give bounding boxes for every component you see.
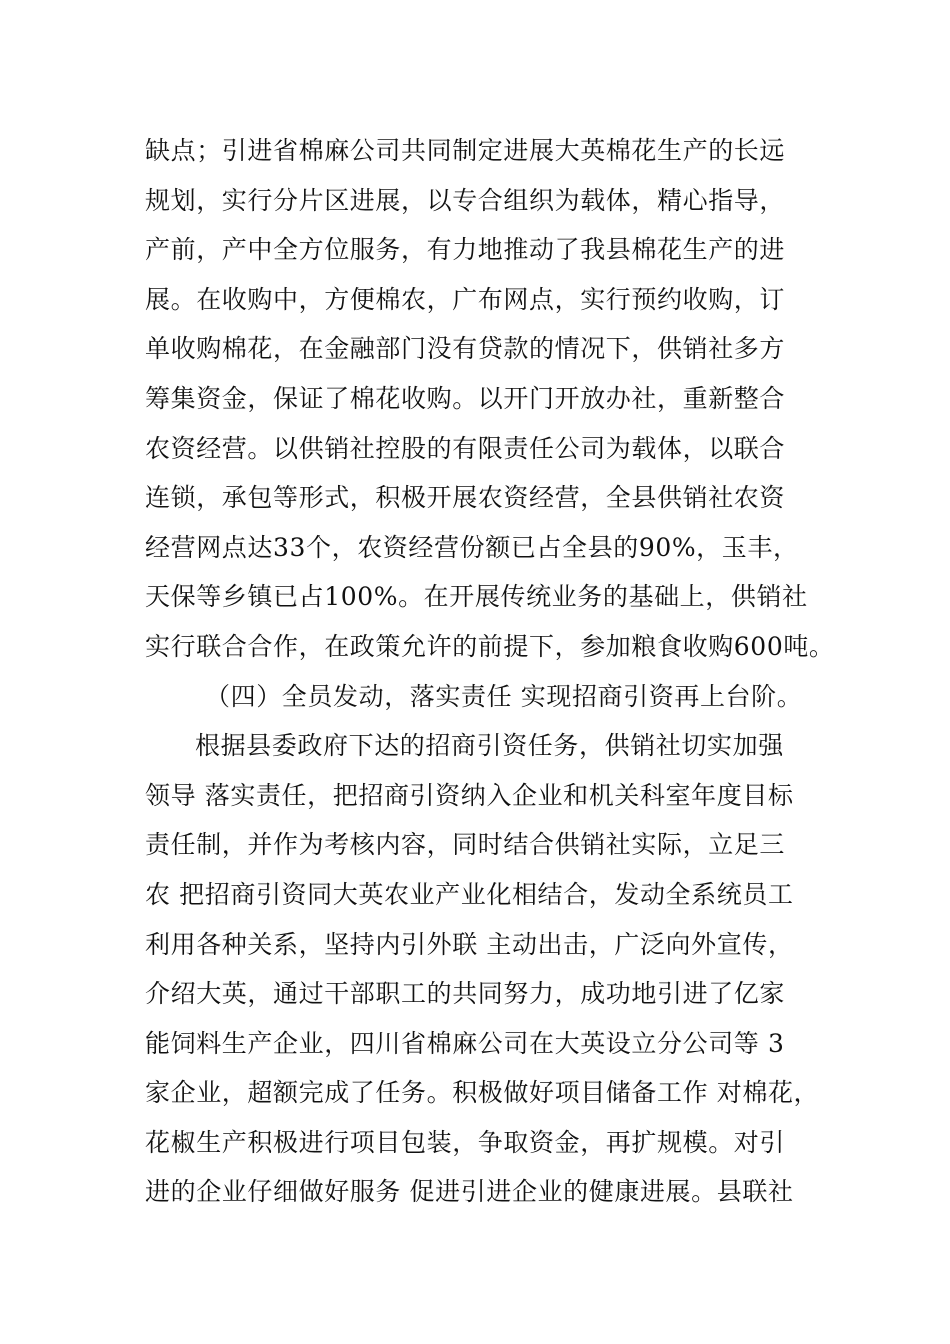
text-line: 进的企业仔细做好服务 促进引进企业的健康进展。县联社 bbox=[145, 1177, 794, 1207]
text-line: 能饲料生产企业，四川省棉麻公司在大英设立分公司等 3 bbox=[145, 1028, 785, 1058]
text-line: 产前，产中全方位服务，有力地推动了我县棉花生产的进 bbox=[145, 235, 786, 265]
text-line: 责任制，并作为考核内容，同时结合供销社实际，立足三 bbox=[145, 830, 786, 860]
text-line: 领导 落实责任，把招商引资纳入企业和机关科室年度目标 bbox=[145, 780, 794, 810]
text-line: 花椒生产积极进行项目包装，争取资金，再扩规模。对引 bbox=[145, 1127, 786, 1157]
text-line: 天保等乡镇已占100%。在开展传统业务的基础上，供销社 bbox=[145, 582, 808, 612]
text-line: 连锁，承包等形式，积极开展农资经营，全县供销社农资 bbox=[145, 483, 786, 513]
text-line: 利用各种关系，坚持内引外联 主动出击，广泛向外宣传， bbox=[145, 929, 794, 959]
text-line: 经营网点达33个，农资经营份额已占全县的90%，玉丰， bbox=[145, 532, 799, 562]
text-line: 介绍大英，通过干部职工的共同努力，成功地引进了亿家 bbox=[145, 979, 786, 1009]
text-line: 农资经营。以供销社控股的有限责任公司为载体，以联合 bbox=[145, 433, 786, 463]
text-line: 展。在收购中，方便棉农，广布网点，实行预约收购，订 bbox=[145, 284, 786, 314]
text-line: 筹集资金，保证了棉花收购。以开门开放办社，重新整合 bbox=[145, 383, 786, 413]
text-line: 单收购棉花，在金融部门没有贷款的情况下，供销社多方 bbox=[145, 334, 786, 364]
text-line: 实行联合合作，在政策允许的前提下，参加粮食收购600吨。 bbox=[145, 631, 835, 661]
text-line: 缺点；引进省棉麻公司共同制定进展大英棉花生产的长远 bbox=[145, 136, 786, 165]
body-text bbox=[145, 126, 835, 1217]
paragraph-first-line: 根据县委政府下达的招商引资任务，供销社切实加强 bbox=[195, 731, 784, 761]
text-line: 家企业，超额完成了任务。积极做好项目储备工作 对棉花， bbox=[145, 1078, 820, 1108]
section-heading: （四）全员发动，落实责任 实现招商引资再上台阶。 bbox=[205, 681, 803, 711]
text-line: 农 把招商引资同大英农业产业化相结合，发动全系统员工 bbox=[145, 879, 794, 909]
text-line: 规划，实行分片区进展，以专合组织为载体，精心指导， bbox=[145, 185, 786, 215]
